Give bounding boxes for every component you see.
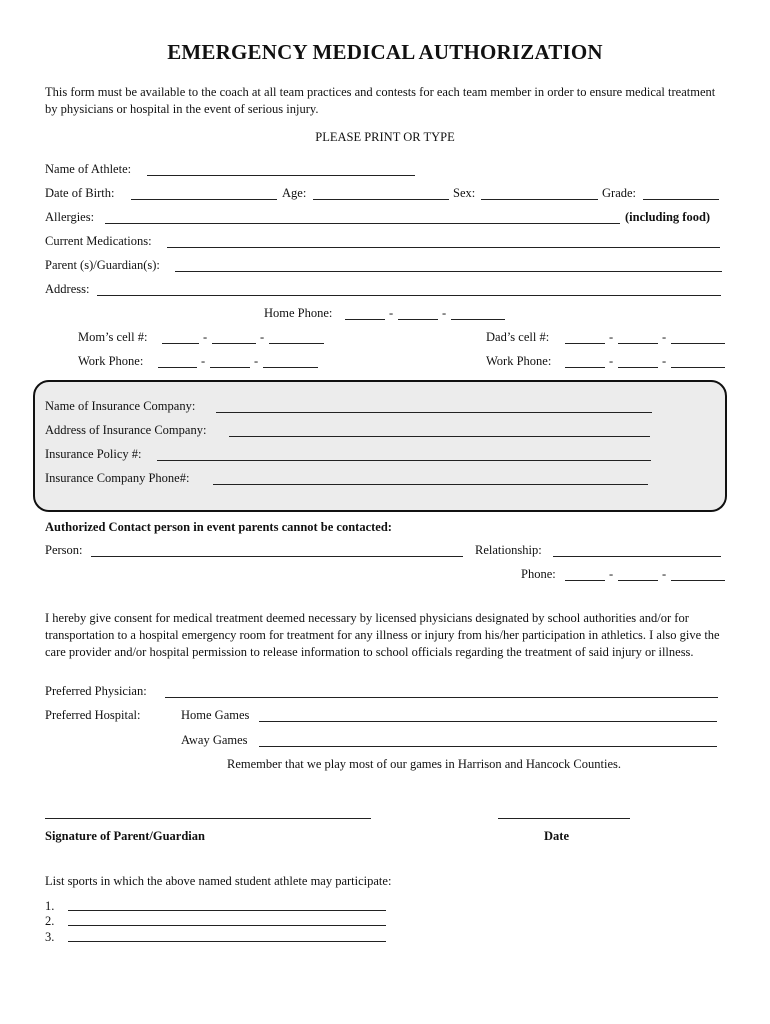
parents-field[interactable] (175, 271, 722, 272)
dash: - (442, 306, 447, 320)
home-phone-label: Home Phone: (264, 306, 333, 320)
dads-cell-area[interactable] (565, 343, 605, 344)
dads-cell-prefix[interactable] (618, 343, 658, 344)
allergies-field[interactable] (105, 223, 620, 224)
away-games-hospital-field[interactable] (259, 746, 717, 747)
home-phone-prefix[interactable] (398, 319, 438, 320)
dash: - (662, 567, 667, 581)
address-field[interactable] (97, 295, 721, 296)
parents-label: Parent (s)/Guardian(s): (45, 258, 160, 272)
home-phone-area[interactable] (345, 319, 385, 320)
medications-field[interactable] (167, 247, 720, 248)
mom-work-phone-label: Work Phone: (78, 354, 144, 368)
print-note: PLEASE PRINT OR TYPE (315, 130, 455, 144)
physician-label: Preferred Physician: (45, 684, 147, 698)
dob-field[interactable] (131, 199, 277, 200)
insurance-company-label: Name of Insurance Company: (45, 399, 196, 413)
contact-phone-line[interactable] (671, 580, 725, 581)
dash: - (609, 567, 614, 581)
athlete-name-field[interactable] (147, 175, 415, 176)
grade-field[interactable] (643, 199, 719, 200)
relationship-field[interactable] (553, 556, 721, 557)
consent-text: I hereby give consent for medical treatment deemed necessary by licensed physicians designated by school authorities and/or for transportation to a hospital emergency room for treatment for any illness or injury from his/her participation in athletics. I also give the care provider and/or hospital permission to release information to school officials regarding the treatment of said injury or illness. (45, 611, 720, 659)
allergies-label: Allergies: (45, 210, 95, 224)
hospital-label: Preferred Hospital: (45, 708, 141, 722)
contact-phone-label: Phone: (521, 567, 556, 581)
dob-label: Date of Birth: (45, 186, 115, 200)
dash: - (662, 354, 667, 368)
moms-cell-prefix[interactable] (212, 343, 256, 344)
dads-cell-label: Dad’s cell #: (486, 330, 550, 344)
sport-2-field[interactable] (68, 925, 386, 926)
sports-number-2: 2. (45, 914, 55, 928)
sports-number-3: 3. (45, 930, 55, 944)
insurance-address-label: Address of Insurance Company: (45, 423, 207, 437)
intro-text: This form must be available to the coach at all team practices and contests for each team member in order to ensure medical treatment by physicians or hospital in the event of serious injury. (45, 85, 716, 116)
sex-field[interactable] (481, 199, 598, 200)
sports-number-1: 1. (45, 899, 55, 913)
insurance-address-field[interactable] (229, 436, 650, 437)
mom-work-phone-prefix[interactable] (210, 367, 250, 368)
dash: - (609, 330, 614, 344)
dash: - (609, 354, 614, 368)
home-games-label: Home Games (181, 708, 250, 722)
physician-field[interactable] (165, 697, 718, 698)
moms-cell-area[interactable] (162, 343, 199, 344)
insurance-phone-field[interactable] (213, 484, 648, 485)
dash: - (389, 306, 394, 320)
dash: - (254, 354, 259, 368)
grade-label: Grade: (602, 186, 637, 200)
dash: - (203, 330, 208, 344)
home-games-hospital-field[interactable] (259, 721, 717, 722)
contact-heading: Authorized Contact person in event parents cannot be contacted: (45, 520, 392, 534)
away-games-label: Away Games (181, 733, 248, 747)
allergies-note: (including food) (625, 210, 711, 224)
age-label: Age: (282, 186, 307, 200)
dad-work-phone-prefix[interactable] (618, 367, 658, 368)
moms-cell-label: Mom’s cell #: (78, 330, 148, 344)
sex-label: Sex: (453, 186, 476, 200)
date-label: Date (544, 829, 569, 843)
age-field[interactable] (313, 199, 449, 200)
signature-label: Signature of Parent/Guardian (45, 829, 205, 843)
contact-person-label: Person: (45, 543, 83, 557)
date-field[interactable] (498, 818, 630, 819)
medications-label: Current Medications: (45, 234, 152, 248)
dash: - (260, 330, 265, 344)
mom-work-phone-area[interactable] (158, 367, 197, 368)
sport-1-field[interactable] (68, 910, 386, 911)
dash: - (662, 330, 667, 344)
dads-cell-line[interactable] (671, 343, 725, 344)
athlete-name-label: Name of Athlete: (45, 162, 132, 176)
dad-work-phone-line[interactable] (671, 367, 725, 368)
reminder-text: Remember that we play most of our games in Harrison and Hancock Counties. (227, 757, 622, 771)
dash: - (201, 354, 206, 368)
contact-person-field[interactable] (91, 556, 463, 557)
signature-field[interactable] (45, 818, 371, 819)
address-label: Address: (45, 282, 90, 296)
sport-3-field[interactable] (68, 941, 386, 942)
insurance-company-field[interactable] (216, 412, 652, 413)
insurance-phone-label: Insurance Company Phone#: (45, 471, 190, 485)
contact-phone-area[interactable] (565, 580, 605, 581)
mom-work-phone-line[interactable] (263, 367, 318, 368)
home-phone-line[interactable] (451, 319, 505, 320)
dad-work-phone-label: Work Phone: (486, 354, 552, 368)
insurance-policy-field[interactable] (157, 460, 651, 461)
sports-prompt: List sports in which the above named student athlete may participate: (45, 874, 392, 888)
relationship-label: Relationship: (475, 543, 542, 557)
moms-cell-line[interactable] (269, 343, 324, 344)
dad-work-phone-area[interactable] (565, 367, 605, 368)
form-title: EMERGENCY MEDICAL AUTHORIZATION (167, 40, 603, 64)
insurance-policy-label: Insurance Policy #: (45, 447, 142, 461)
contact-phone-prefix[interactable] (618, 580, 658, 581)
